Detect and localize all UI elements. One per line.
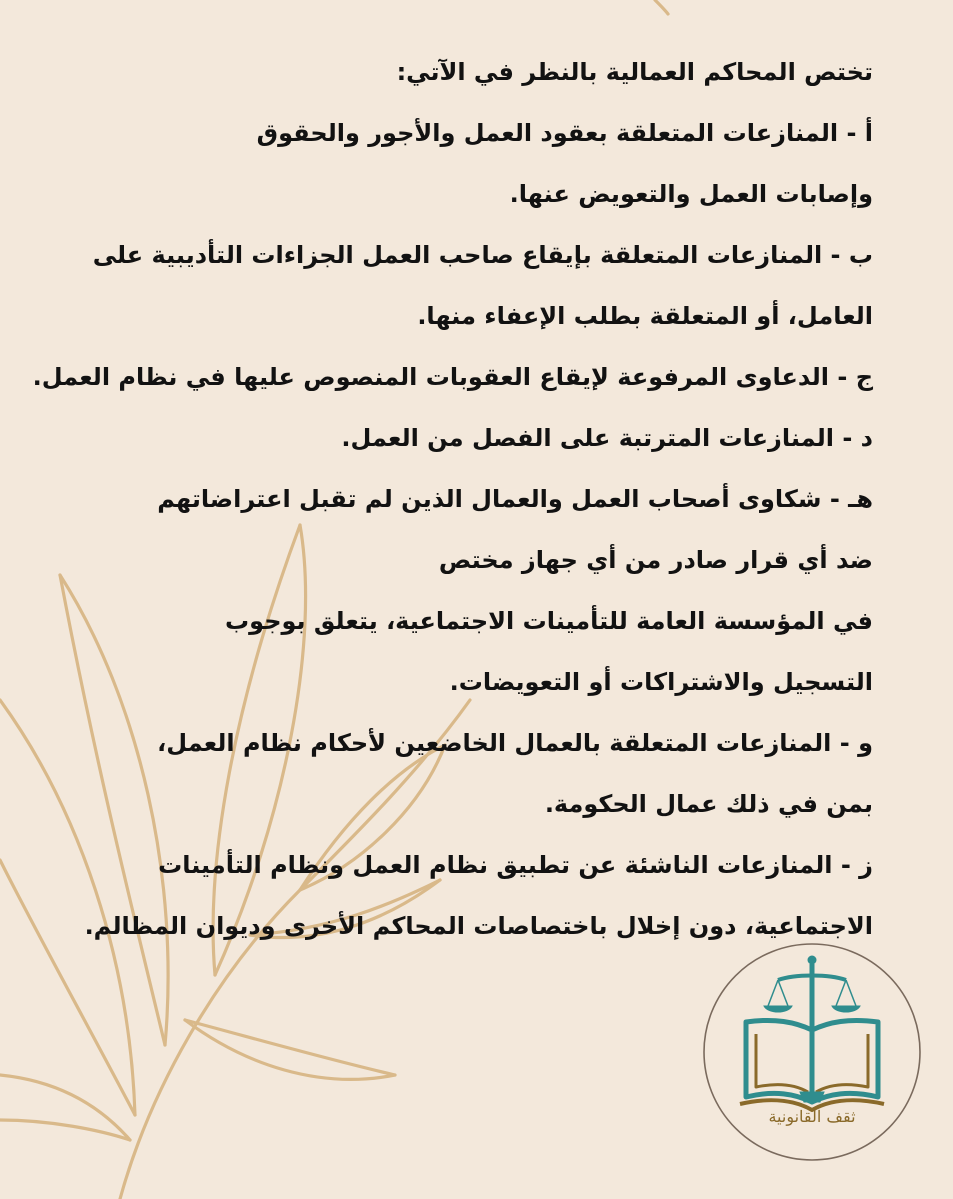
article-line: ب - المنازعات المتعلقة بإيقاع صاحب العمل الجزاءات التأديبية على: [92, 241, 873, 269]
article-line: أ - المنازعات المتعلقة بعقود العمل والأجور والحقوق: [256, 119, 873, 147]
article-line: بمن في ذلك عمال الحكومة.: [544, 790, 873, 818]
scales-of-justice-icon: [764, 956, 860, 1102]
brand-logo: [690, 942, 934, 1168]
article-line: هـ - شكاوى أصحاب العمل والعمال الذين لم تقبل اعتراضاتهم: [157, 485, 873, 513]
article-line: الاجتماعية، دون إخلال باختصاصات المحاكم الأخرى وديوان المظالم.: [84, 912, 873, 940]
article-line: ضد أي قرار صادر من أي جهاز مختص: [438, 546, 873, 574]
article-line: وإصابات العمل والتعويض عنها.: [509, 180, 873, 208]
article-body: [32, 42, 873, 957]
article-intro: تختص المحاكم العمالية بالنظر في الآتي:: [396, 58, 873, 86]
article-line: في المؤسسة العامة للتأمينات الاجتماعية، يتعلق بوجوب: [225, 607, 873, 635]
article-line: د - المنازعات المترتبة على الفصل من العمل.: [341, 424, 873, 452]
article-line: ج - الدعاوى المرفوعة لإيقاع العقوبات المنصوص عليها في نظام العمل.: [32, 363, 873, 391]
article-line: و - المنازعات المتعلقة بالعمال الخاضعين لأحكام نظام العمل،: [157, 729, 873, 757]
article-line: العامل، أو المتعلقة بطلب الإعفاء منها.: [417, 302, 873, 330]
article-line: التسجيل والاشتراكات أو التعويضات.: [449, 668, 873, 696]
article-line: ز - المنازعات الناشئة عن تطبيق نظام العمل ونظام التأمينات: [158, 851, 873, 879]
logo-text: ثقف القانونية: [768, 1107, 856, 1126]
